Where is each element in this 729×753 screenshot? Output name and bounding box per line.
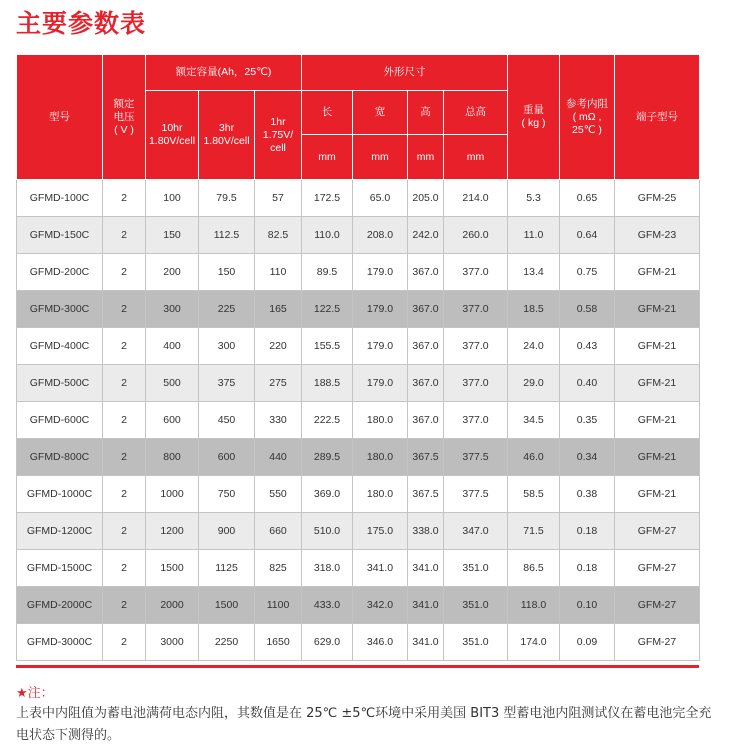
table-cell: 318.0: [302, 550, 353, 587]
table-cell: 341.0: [408, 587, 444, 624]
table-cell: 440: [255, 439, 302, 476]
table-cell: 377.5: [444, 476, 508, 513]
table-row: [17, 439, 700, 476]
table-cell: 260.0: [444, 217, 508, 254]
table-row: [17, 402, 700, 439]
table-cell: 175.0: [353, 513, 408, 550]
table-cell: GFM-27: [615, 550, 700, 587]
table-cell: GFM-25: [615, 180, 700, 217]
table-cell: 450: [199, 402, 255, 439]
table-cell: 180.0: [353, 402, 408, 439]
header-unit-mm: mm: [408, 135, 444, 180]
table-cell: 179.0: [353, 291, 408, 328]
table-cell: 800: [146, 439, 199, 476]
table-cell: 58.5: [508, 476, 560, 513]
table-cell: 2: [103, 624, 146, 661]
table-row: [17, 550, 700, 587]
table-cell: GFMD-800C: [17, 439, 103, 476]
table-cell: 71.5: [508, 513, 560, 550]
table-cell: 289.5: [302, 439, 353, 476]
header-dimension-group: 外形尺寸: [302, 55, 508, 91]
table-cell: 300: [146, 291, 199, 328]
table-cell: 34.5: [508, 402, 560, 439]
table-cell: GFMD-500C: [17, 365, 103, 402]
table-row: [17, 587, 700, 624]
header-capacity-group: 额定容量(Ah，25℃): [146, 55, 302, 91]
table-cell: GFMD-200C: [17, 254, 103, 291]
table-cell: 2: [103, 402, 146, 439]
table-cell: 2: [103, 439, 146, 476]
table-cell: 110: [255, 254, 302, 291]
table-row: [17, 180, 700, 217]
table-row: [17, 365, 700, 402]
table-cell: 214.0: [444, 180, 508, 217]
table-cell: GFM-21: [615, 254, 700, 291]
table-cell: 1200: [146, 513, 199, 550]
table-cell: 24.0: [508, 328, 560, 365]
table-row: [17, 513, 700, 550]
table-cell: 150: [146, 217, 199, 254]
table-cell: 351.0: [444, 550, 508, 587]
table-bottom-bar: [16, 665, 699, 668]
table-cell: 377.5: [444, 439, 508, 476]
table-cell: GFM-27: [615, 513, 700, 550]
table-cell: 351.0: [444, 624, 508, 661]
table-cell: GFMD-1500C: [17, 550, 103, 587]
table-cell: 110.0: [302, 217, 353, 254]
table-row: [17, 254, 700, 291]
table-cell: 79.5: [199, 180, 255, 217]
table-cell: 0.65: [560, 180, 615, 217]
table-cell: 2000: [146, 587, 199, 624]
table-cell: 0.18: [560, 550, 615, 587]
table-cell: GFM-21: [615, 328, 700, 365]
table-cell: 900: [199, 513, 255, 550]
table-cell: 377.0: [444, 291, 508, 328]
table-cell: 3000: [146, 624, 199, 661]
header-cap-10hr: 10hr 1.80V/cell: [146, 91, 199, 180]
table-cell: 112.5: [199, 217, 255, 254]
table-cell: 2: [103, 291, 146, 328]
table-header: [17, 55, 700, 180]
table-cell: 155.5: [302, 328, 353, 365]
table-cell: 341.0: [353, 550, 408, 587]
table-cell: GFMD-150C: [17, 217, 103, 254]
table-cell: 0.58: [560, 291, 615, 328]
table-cell: 86.5: [508, 550, 560, 587]
header-weight: 重量 ( kg ): [508, 55, 560, 180]
table-cell: GFMD-300C: [17, 291, 103, 328]
table-body: [17, 180, 700, 661]
table-row: [17, 476, 700, 513]
table-cell: 2: [103, 513, 146, 550]
table-cell: 46.0: [508, 439, 560, 476]
table-cell: 89.5: [302, 254, 353, 291]
table-cell: 500: [146, 365, 199, 402]
table-cell: 367.0: [408, 402, 444, 439]
table-cell: 629.0: [302, 624, 353, 661]
table-cell: 200: [146, 254, 199, 291]
table-row: [17, 217, 700, 254]
table-cell: 2: [103, 254, 146, 291]
table-cell: 367.0: [408, 365, 444, 402]
table-cell: 377.0: [444, 328, 508, 365]
header-total-height: 总高: [444, 91, 508, 135]
table-cell: 179.0: [353, 254, 408, 291]
table-cell: 82.5: [255, 217, 302, 254]
table-cell: GFMD-1000C: [17, 476, 103, 513]
table-cell: 100: [146, 180, 199, 217]
table-cell: 13.4: [508, 254, 560, 291]
table-cell: GFM-21: [615, 439, 700, 476]
table-cell: 57: [255, 180, 302, 217]
table-cell: 600: [146, 402, 199, 439]
table-cell: 2250: [199, 624, 255, 661]
table-cell: 179.0: [353, 328, 408, 365]
header-height: 高: [408, 91, 444, 135]
header-width: 宽: [353, 91, 408, 135]
table-cell: 369.0: [302, 476, 353, 513]
table-cell: 377.0: [444, 254, 508, 291]
table-cell: 0.75: [560, 254, 615, 291]
table-cell: 1500: [199, 587, 255, 624]
table-cell: 367.0: [408, 328, 444, 365]
table-cell: 0.64: [560, 217, 615, 254]
header-unit-mm: mm: [353, 135, 408, 180]
table-cell: 367.5: [408, 439, 444, 476]
table-cell: 65.0: [353, 180, 408, 217]
table-cell: 367.0: [408, 291, 444, 328]
table-cell: 1125: [199, 550, 255, 587]
table-cell: 2: [103, 328, 146, 365]
table-cell: 400: [146, 328, 199, 365]
table-cell: 5.3: [508, 180, 560, 217]
table-cell: 172.5: [302, 180, 353, 217]
table-cell: 1000: [146, 476, 199, 513]
header-cap-1hr: 1hr 1.75V/ cell: [255, 91, 302, 180]
header-cap-3hr: 3hr 1.80V/cell: [199, 91, 255, 180]
table-cell: 220: [255, 328, 302, 365]
table-cell: GFMD-600C: [17, 402, 103, 439]
table-cell: 0.38: [560, 476, 615, 513]
table-cell: 165: [255, 291, 302, 328]
table-cell: GFMD-100C: [17, 180, 103, 217]
table-row: [17, 328, 700, 365]
page-title: 主要参数表: [16, 9, 147, 38]
table-cell: 1650: [255, 624, 302, 661]
table-cell: 342.0: [353, 587, 408, 624]
table-cell: 180.0: [353, 476, 408, 513]
table-cell: 122.5: [302, 291, 353, 328]
table-cell: GFMD-400C: [17, 328, 103, 365]
table-cell: 11.0: [508, 217, 560, 254]
table-cell: 346.0: [353, 624, 408, 661]
table-cell: 510.0: [302, 513, 353, 550]
table-cell: 600: [199, 439, 255, 476]
table-cell: 375: [199, 365, 255, 402]
table-cell: 18.5: [508, 291, 560, 328]
table-cell: 2: [103, 365, 146, 402]
table-cell: 750: [199, 476, 255, 513]
table-cell: 0.09: [560, 624, 615, 661]
table-cell: GFMD-2000C: [17, 587, 103, 624]
table-cell: GFM-23: [615, 217, 700, 254]
table-cell: 330: [255, 402, 302, 439]
table-cell: 0.34: [560, 439, 615, 476]
table-cell: 225: [199, 291, 255, 328]
table-cell: 179.0: [353, 365, 408, 402]
table-cell: 1500: [146, 550, 199, 587]
table-cell: 825: [255, 550, 302, 587]
spec-table: [16, 54, 700, 661]
table-cell: 341.0: [408, 624, 444, 661]
table-cell: 222.5: [302, 402, 353, 439]
note-text: 上表中内阻值为蓄电池满荷电态内阻，其数值是在 25℃ ±5℃环境中采用美国 BIT3 型蓄电池内阻测试仪在蓄电池完全充电状态下测得的。: [16, 706, 712, 743]
table-cell: 347.0: [444, 513, 508, 550]
table-cell: 275: [255, 365, 302, 402]
table-cell: 205.0: [408, 180, 444, 217]
table-cell: 188.5: [302, 365, 353, 402]
table-cell: 351.0: [444, 587, 508, 624]
header-voltage: 额定 电压 ( V ): [103, 55, 146, 180]
table-cell: GFM-21: [615, 365, 700, 402]
table-cell: 377.0: [444, 402, 508, 439]
table-cell: 367.0: [408, 254, 444, 291]
table-cell: 0.40: [560, 365, 615, 402]
table-cell: GFM-27: [615, 624, 700, 661]
table-row: [17, 291, 700, 328]
header-length: 长: [302, 91, 353, 135]
table-cell: 2: [103, 587, 146, 624]
table-cell: 377.0: [444, 365, 508, 402]
table-cell: 433.0: [302, 587, 353, 624]
table-cell: 0.10: [560, 587, 615, 624]
table-cell: 2: [103, 476, 146, 513]
table-cell: 118.0: [508, 587, 560, 624]
table-cell: 0.43: [560, 328, 615, 365]
table-cell: 29.0: [508, 365, 560, 402]
header-resistance: 参考内阻 ( mΩ , 25℃ ): [560, 55, 615, 180]
table-cell: GFM-21: [615, 476, 700, 513]
table-cell: 2: [103, 180, 146, 217]
table-cell: 338.0: [408, 513, 444, 550]
table-cell: 208.0: [353, 217, 408, 254]
table-cell: GFM-21: [615, 402, 700, 439]
table-cell: 0.18: [560, 513, 615, 550]
table-cell: 660: [255, 513, 302, 550]
table-cell: 2: [103, 550, 146, 587]
header-unit-mm: mm: [444, 135, 508, 180]
table-cell: 300: [199, 328, 255, 365]
table-cell: GFM-21: [615, 291, 700, 328]
table-cell: 242.0: [408, 217, 444, 254]
header-model: 型号: [17, 55, 103, 180]
table-cell: 0.35: [560, 402, 615, 439]
table-cell: 150: [199, 254, 255, 291]
table-cell: 550: [255, 476, 302, 513]
table-cell: 367.5: [408, 476, 444, 513]
header-terminal: 端子型号: [615, 55, 700, 180]
note-heading: ★注：: [16, 686, 54, 701]
table-cell: 180.0: [353, 439, 408, 476]
header-unit-mm: mm: [302, 135, 353, 180]
table-cell: GFMD-3000C: [17, 624, 103, 661]
table-cell: 174.0: [508, 624, 560, 661]
table-cell: GFM-27: [615, 587, 700, 624]
table-cell: 1100: [255, 587, 302, 624]
table-cell: 2: [103, 217, 146, 254]
table-row: [17, 624, 700, 661]
table-cell: GFMD-1200C: [17, 513, 103, 550]
table-cell: 341.0: [408, 550, 444, 587]
